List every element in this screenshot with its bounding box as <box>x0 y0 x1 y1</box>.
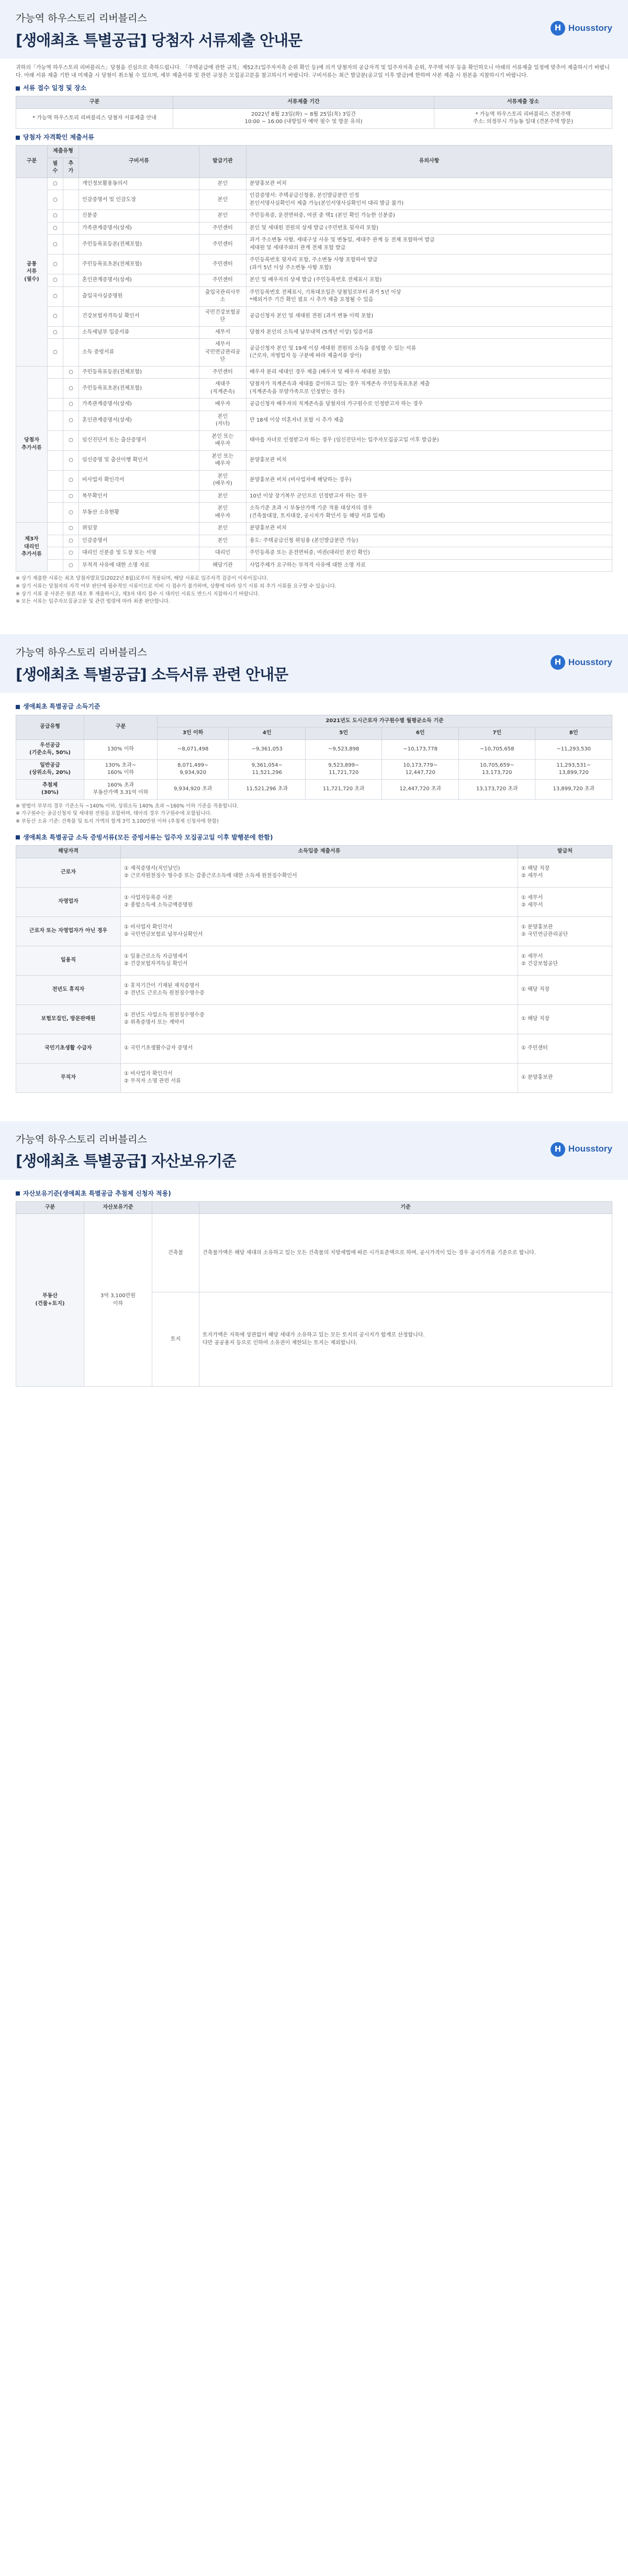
extra-mark: ○ <box>63 430 79 450</box>
supply-type: 일반공급 (상위소득, 20%) <box>16 759 84 779</box>
doc-name: 신분증 <box>79 210 199 223</box>
doc-note: 공급신청자 배우자의 직계존속을 당첨자의 가구원수로 인정받고자 하는 경우 <box>246 399 612 411</box>
section-header <box>0 0 628 59</box>
extra-mark: ○ <box>63 399 79 411</box>
qualification: 근로자 또는 자영업자가 아닌 경우 <box>16 916 121 946</box>
income-value: 11,721,720 초과 <box>305 779 382 799</box>
proof-docs: ① 비사업자 확인각서 ② 무직자 소명 관련 서류 <box>121 1063 518 1092</box>
proof-issuer: ① 분양홍보관 ② 국민연금관리공단 <box>518 916 612 946</box>
required-mark: ○ <box>48 235 63 255</box>
required-mark <box>48 559 63 572</box>
doc-issuer: 본인 (배우자) <box>199 470 246 490</box>
member-count-header: 5인 <box>305 727 382 740</box>
qualification: 자영업자 <box>16 887 121 916</box>
doc-issuer: 출입국관리사무소 <box>199 286 246 306</box>
table-row <box>16 1034 612 1063</box>
doc-issuer: 주민센터 <box>199 222 246 235</box>
doc-note: 과거 주소변동 사항, 세대구성 사유 및 변동일, 세대주 관계 등 전체 포함하여 발급 세대원 및 세대주와의 관계 전체 포함 발급 <box>246 235 612 255</box>
extra-mark: ○ <box>63 366 79 379</box>
member-count-header: 7인 <box>458 727 535 740</box>
doc-issuer: 본인 (자녀) <box>199 411 246 430</box>
asset-table <box>16 1201 612 1387</box>
doc-issuer: 세무서 국민연금관리공단 <box>199 339 246 367</box>
proof-docs: ① 휴직기간이 기재된 재직증명서 ② 전년도 근로소득 원천징수영수증 <box>121 975 518 1004</box>
doc-note: 본인 및 배우자의 상세 발급 (주민등록번호 전체표시 포함) <box>246 274 612 287</box>
table-header: 구분 <box>84 715 158 739</box>
extra-mark: ○ <box>63 535 79 547</box>
table-row <box>16 450 612 470</box>
proof-docs: ① 국민기초생활수급자 증명서 <box>121 1034 518 1063</box>
doc-name: 부동산 소유현황 <box>79 503 199 523</box>
doc-note: 분양홍보관 비치 (비사업자에 해당하는 경우) <box>246 470 612 490</box>
table-row <box>16 255 612 274</box>
logo-text: Housstory <box>568 1144 612 1154</box>
table-row <box>16 411 612 430</box>
doc-note: 주민등록증 또는 운전면허증, 여권(대리인 본인 확인) <box>246 547 612 560</box>
extra-mark <box>63 255 79 274</box>
section-header <box>0 634 628 693</box>
doc-issuer: 주민센터 <box>199 235 246 255</box>
table-header: 추가 <box>63 158 79 178</box>
table-row <box>16 739 612 759</box>
doc-issuer: 주민센터 <box>199 366 246 379</box>
supply-type: 우선공급 (기준소득, 50%) <box>16 739 84 759</box>
proof-issuer: ① 해당 직장 <box>518 975 612 1004</box>
income-value: ~10,705,658 <box>458 739 535 759</box>
proof-table <box>16 845 612 1093</box>
required-mark <box>48 411 63 430</box>
doc-name: 임신진단서 또는 출산증명서 <box>79 430 199 450</box>
proof-docs: ① 사업자등록증 사본 ② 종합소득세 소득금액증명원 <box>121 887 518 916</box>
extra-mark: ○ <box>63 411 79 430</box>
heading-income <box>16 702 612 711</box>
table-row <box>16 1004 612 1034</box>
proof-issuer: ① 주민센터 <box>518 1034 612 1063</box>
extra-mark: ○ <box>63 503 79 523</box>
member-count-header: 4인 <box>229 727 306 740</box>
member-count-header: 8인 <box>535 727 612 740</box>
heading-proof <box>16 833 612 842</box>
doc-note: 분양홍보관 비치 <box>246 178 612 190</box>
doc-issuer: 본인 배우자 <box>199 503 246 523</box>
extra-mark: ○ <box>63 490 79 503</box>
doc-name: 주민등록표초본(전체포함) <box>79 255 199 274</box>
income-value: 11,521,296 초과 <box>229 779 306 799</box>
income-value: ~8,071,498 <box>158 739 229 759</box>
table-cell: 건축물 <box>152 1214 199 1292</box>
doc-note: 당첨자가 직계존속과 세대를 같이하고 있는 경우 직계존속 주민등록표초본 제출 (직계존속을 부양가족으로 인정받는 경우) <box>246 379 612 399</box>
extra-mark <box>63 222 79 235</box>
extra-mark <box>63 286 79 306</box>
required-mark: ○ <box>48 326 63 339</box>
doc-name: 복무확인서 <box>79 490 199 503</box>
table-row <box>16 178 612 190</box>
proof-issuer: ① 세무서 ② 세무서 <box>518 887 612 916</box>
extra-mark <box>63 235 79 255</box>
brand-logo <box>551 1142 612 1157</box>
table-header: 구분 <box>16 146 48 178</box>
required-mark: ○ <box>48 339 63 367</box>
table-row <box>16 274 612 287</box>
docs-table <box>16 145 612 572</box>
doc-issuer: 대리인 <box>199 547 246 560</box>
brand-logo <box>551 21 612 36</box>
qualification: 무직자 <box>16 1063 121 1092</box>
income-value: 9,361,054~ 11,521,296 <box>229 759 306 779</box>
section-title: [생애최초 특별공급] 소득서류 관련 안내문 <box>16 665 288 683</box>
bullet-square-icon <box>16 835 20 839</box>
doc-issuer: 배우자 <box>199 399 246 411</box>
doc-name: 가족관계증명서(상세) <box>79 399 199 411</box>
doc-name: 부적격 사유에 대한 소명 자료 <box>79 559 199 572</box>
income-value: 8,071,499~ 9,934,920 <box>158 759 229 779</box>
extra-mark <box>63 339 79 367</box>
doc-issuer: 세무서 <box>199 326 246 339</box>
doc-issuer: 본인 <box>199 523 246 535</box>
doc-name: 위임장 <box>79 523 199 535</box>
required-mark <box>48 366 63 379</box>
doc-note: 주민등록번호 전체표시, 기록대조일은 당첨일로부터 과거 5년 이상 *해외거주 기간 확인 필요 시 추가 제출 요청될 수 있음 <box>246 286 612 306</box>
doc-issuer: 본인 <box>199 190 246 210</box>
intro-paragraph: 귀하의「가능역 하우스토리 리버블리스」당첨을 진심으로 축하드립니다. 「주택공급에 관한 규칙」제52조(입주자저축 순위 확인 등)에 의거 당첨자의 공급자격 및 입주자저축 순위, 무주택 여부 등을 확인하오니 아래의 서류제출 일정에 맞추어 제출하시기 바랍니다. 아래 서류 제출 기한 내 미제출 시 당첨이 취소될 수 있으며, 세부 제출서류 및 관련 규정은 모집공고문을 참고하시기 바랍니다. 구비서류는 최근 발급분(공고일 이후 발급)에 한하며 사본 제출 시 원본을 지참하시기 바랍니다. <box>16 65 610 79</box>
table-cell: * 가능역 하우스토리 리버블리스 당첨자 서류제출 안내 <box>16 108 173 128</box>
heading-docs <box>16 133 612 142</box>
doc-name: 혼인관계증명서(상세) <box>79 274 199 287</box>
income-value: ~10,173,778 <box>382 739 459 759</box>
income-table <box>16 715 612 800</box>
section-subtitle: 가능역 하우스토리 리버블리스 <box>16 647 147 659</box>
table-header: 필수 <box>48 158 63 178</box>
table-row <box>16 235 612 255</box>
table-row <box>16 430 612 450</box>
doc-name: 비사업자 확인각서 <box>79 470 199 490</box>
income-range: 130% 이하 <box>84 739 158 759</box>
extra-mark: ○ <box>63 379 79 399</box>
income-value: 12,447,720 초과 <box>382 779 459 799</box>
table-row <box>16 326 612 339</box>
required-mark <box>48 430 63 450</box>
extra-mark: ○ <box>63 450 79 470</box>
proof-docs: ① 일용근로소득 지급명세서 ② 건강보험자격득실 확인서 <box>121 946 518 975</box>
income-value: 9,523,899~ 11,721,720 <box>305 759 382 779</box>
section-title: [생애최초 특별공급] 당첨자 서류제출 안내문 <box>16 31 302 49</box>
table-row <box>16 535 612 547</box>
proof-issuer: ① 분양홍보관 <box>518 1063 612 1092</box>
asset-limit: 3억 3,100만원 이하 <box>84 1214 152 1387</box>
proof-issuer: ① 세무서 ② 건강보험공단 <box>518 946 612 975</box>
table-cell: 건축물가액은 해당 세대의 소유하고 있는 모든 건축물의 지방세법에 따른 시가표준액으로 하며, 공시가격이 있는 경우 공시가격을 기준으로 합니다. <box>199 1214 612 1292</box>
extra-mark <box>63 178 79 190</box>
required-mark: ○ <box>48 274 63 287</box>
proof-docs: ① 비사업자 확인각서 ② 국민연금보험료 납부사실확인서 <box>121 916 518 946</box>
income-value: 13,899,720 초과 <box>535 779 612 799</box>
table-row <box>16 470 612 490</box>
logo-mark-icon: H <box>551 1142 565 1157</box>
required-mark: ○ <box>48 178 63 190</box>
table-row <box>16 559 612 572</box>
required-mark <box>48 503 63 523</box>
table-row <box>16 210 612 223</box>
docs-group-label: 당첨자 추가서류 <box>16 366 48 523</box>
doc-issuer: 세대주 (직계존속) <box>199 379 246 399</box>
bullet-square-icon <box>16 136 20 140</box>
section-subtitle: 가능역 하우스토리 리버블리스 <box>16 13 147 24</box>
doc-name: 가족관계증명서(상세) <box>79 222 199 235</box>
extra-mark <box>63 326 79 339</box>
doc-note: 10년 이상 장기복무 군인으로 인정받고자 하는 경우 <box>246 490 612 503</box>
doc-note: 소득기준 초과 시 부동산가액 기준 적용 대상자의 경우 (건축물대장, 토지대장, 공시지가 확인서 등 해당 서류 일체) <box>246 503 612 523</box>
table-row <box>16 490 612 503</box>
table-row <box>16 946 612 975</box>
table-header <box>152 1201 199 1214</box>
doc-issuer: 본인 또는 배우자 <box>199 430 246 450</box>
doc-note: 분양홍보관 비치 <box>246 523 612 535</box>
heading-asset <box>16 1189 612 1198</box>
proof-issuer: ① 해당 직장 ② 세무서 <box>518 858 612 887</box>
income-value: ~9,361,053 <box>229 739 306 759</box>
heading-text: 생애최초 특별공급 소득기준 <box>23 703 100 711</box>
required-mark <box>48 547 63 560</box>
extra-mark <box>63 190 79 210</box>
table-header: 서류제출 장소 <box>434 96 612 109</box>
required-mark <box>48 450 63 470</box>
income-value: 11,293,531~ 13,899,720 <box>535 759 612 779</box>
proof-docs: ① 전년도 사업소득 원천징수영수증 ② 위촉증명서 또는 계약서 <box>121 1004 518 1034</box>
qualification: 전년도 휴직자 <box>16 975 121 1004</box>
bullet-square-icon <box>16 705 20 709</box>
doc-issuer: 해당기관 <box>199 559 246 572</box>
schedule-table <box>16 96 612 129</box>
doc-name: 임신증명 및 출산이행 확인서 <box>79 450 199 470</box>
table-header: 기준 <box>199 1201 612 1214</box>
section-asset-criteria <box>0 1121 628 1395</box>
doc-note: 태아를 자녀로 인정받고자 하는 경우 (임신진단서는 입주자모집공고일 이후 발급분) <box>246 430 612 450</box>
docs-notes: ※ 상기 제출한 서류는 최초 당첨자발표일(2022년 8월)로부터 적용되며, 해당 서류로 입주자격 검증이 이루어집니다. ※ 상기 서류는 당첨자의 자격 여부 판단에 필수적인 서류이므로 미비 시 접수가 불가하며, 상황에 따라 상기 서류 외 추가 서류를 요구할 수 있습니다. ※ 상기 서류 중 사본은 원본 대조 후 제출하시고, 제3자 대리 접수 시 대리인 서류도 반드시 지참하시기 바랍니다. ※ 모든 서류는 입주자모집공고문 및 관련 법령에 따라 최종 판단합니다. <box>16 576 337 605</box>
income-value: 10,705,659~ 13,173,720 <box>458 759 535 779</box>
extra-mark <box>63 306 79 326</box>
doc-name: 인감증명서 <box>79 535 199 547</box>
table-header: 서류제출 기간 <box>173 96 434 109</box>
extra-mark: ○ <box>63 470 79 490</box>
table-cell: 토지가액은 지목에 상관없이 해당 세대가 소유하고 있는 모든 토지의 공시지가 합계로 산정합니다. 다만 공공용지 등으로 인하여 소유권이 제한되는 토지는 제외합니다. <box>199 1292 612 1387</box>
member-count-header: 6인 <box>382 727 459 740</box>
doc-issuer: 주민센터 <box>199 274 246 287</box>
doc-note: 본인 및 세대원 전원의 상세 발급 (주민번호 뒷자리 포함) <box>246 222 612 235</box>
doc-note: 배우자 분리 세대인 경우 제출 (배우자 및 배우자 세대원 포함) <box>246 366 612 379</box>
table-row <box>16 222 612 235</box>
doc-name: 인감증명서 및 인감도장 <box>79 190 199 210</box>
table-cell: 토지 <box>152 1292 199 1387</box>
doc-name: 건강보험자격득실 확인서 <box>79 306 199 326</box>
doc-issuer: 국민건강보험공단 <box>199 306 246 326</box>
table-header: 자산보유기준 <box>84 1201 152 1214</box>
income-range: 160% 초과 부동산가액 3.31억 이하 <box>84 779 158 799</box>
heading-text: 서류 접수 일정 및 장소 <box>23 84 87 92</box>
income-value: ~11,293,530 <box>535 739 612 759</box>
qualification: 국민기초생활 수급자 <box>16 1034 121 1063</box>
proof-issuer: ① 해당 직장 <box>518 1004 612 1034</box>
doc-issuer: 본인 <box>199 210 246 223</box>
doc-issuer: 본인 또는 배우자 <box>199 450 246 470</box>
table-row <box>16 759 612 779</box>
table-row <box>16 339 612 367</box>
required-mark: ○ <box>48 255 63 274</box>
table-header: 구분 <box>16 96 173 109</box>
doc-name: 주민등록표등본(전체포함) <box>79 235 199 255</box>
doc-name: 주민등록표초본(전체포함) <box>79 379 199 399</box>
doc-note: 사업주체가 요구하는 부적격 사유에 대한 소명 자료 <box>246 559 612 572</box>
table-row <box>16 547 612 560</box>
table-header: 발급처 <box>518 846 612 858</box>
doc-name: 소득 증빙서류 <box>79 339 199 367</box>
required-mark: ○ <box>48 190 63 210</box>
income-value: 9,934,920 초과 <box>158 779 229 799</box>
logo-text: Housstory <box>568 23 612 33</box>
required-mark <box>48 535 63 547</box>
table-header: 구비서류 <box>79 146 199 178</box>
doc-name: 소득세납부 입증서류 <box>79 326 199 339</box>
table-row <box>16 503 612 523</box>
required-mark: ○ <box>48 210 63 223</box>
table-header: 구분 <box>16 1201 84 1214</box>
table-row <box>16 858 612 887</box>
section-document-submission <box>0 0 628 613</box>
logo-text: Housstory <box>568 657 612 667</box>
qualification: 근로자 <box>16 858 121 887</box>
extra-mark <box>63 210 79 223</box>
table-row <box>16 523 612 535</box>
doc-note: 당첨자 본인의 소득세 납부내역 (5개년 이상) 입증서류 <box>246 326 612 339</box>
table-row <box>16 190 612 210</box>
required-mark <box>48 379 63 399</box>
qualification: 보험모집인, 방문판매원 <box>16 1004 121 1034</box>
table-header: 소득입증 제출서류 <box>121 846 518 858</box>
table-cell: 2022년 8월 23일(화) ~ 8월 25일(목) 3일간 10:00 ~ 16:00 (내방일자 예약 필수 및 방문 유의) <box>173 108 434 128</box>
table-header: 제출유형 <box>48 146 79 158</box>
doc-note: 주민등록번호 뒷자리 포함, 주소변동 사항 포함하여 발급 (과거 5년 이상 주소변동 사항 포함) <box>246 255 612 274</box>
bullet-square-icon <box>16 86 20 91</box>
member-count-header: 3인 이하 <box>158 727 229 740</box>
logo-mark-icon: H <box>551 655 565 670</box>
doc-name: 혼인관계증명서(상세) <box>79 411 199 430</box>
proof-docs: ① 재직증명서(직인날인) ② 근로자원천징수 영수증 또는 갑종근로소득에 대한 소득세 원천징수확인서 <box>121 858 518 887</box>
table-row <box>16 379 612 399</box>
doc-issuer: 주민센터 <box>199 255 246 274</box>
doc-issuer: 본인 <box>199 535 246 547</box>
qualification: 일용직 <box>16 946 121 975</box>
docs-group-label: 공통 서류 (필수) <box>16 178 48 366</box>
required-mark: ○ <box>48 306 63 326</box>
section-subtitle: 가능역 하우스토리 리버블리스 <box>16 1133 147 1145</box>
doc-issuer: 본인 <box>199 490 246 503</box>
extra-mark: ○ <box>63 559 79 572</box>
logo-mark-icon: H <box>551 21 565 36</box>
table-row <box>16 286 612 306</box>
extra-mark <box>63 274 79 287</box>
required-mark: ○ <box>48 286 63 306</box>
heading-schedule <box>16 84 612 93</box>
table-row <box>16 366 612 379</box>
table-cell: * 가능역 하우스토리 리버블리스 견본주택 주소: 의정부시 가능동 일대 (견본주택 방문) <box>434 108 612 128</box>
required-mark <box>48 523 63 535</box>
required-mark <box>48 399 63 411</box>
doc-name: 대리인 신분증 및 도장 또는 서명 <box>79 547 199 560</box>
doc-note: 만 18세 이상 미혼자녀 포함 시 추가 제출 <box>246 411 612 430</box>
required-mark <box>48 490 63 503</box>
supply-type: 추첨제 (30%) <box>16 779 84 799</box>
heading-text: 생애최초 특별공급 소득 증빙서류(모든 증빙서류는 입주자 모집공고일 이후 발행분에 한함) <box>23 833 273 841</box>
brand-logo <box>551 655 612 670</box>
doc-note: 주민등록증, 운전면허증, 여권 중 택1 (본인 확인 가능한 신분증) <box>246 210 612 223</box>
table-header: 발급기관 <box>199 146 246 178</box>
doc-note: 인감증명서: 주택공급신청용, 본인발급분만 인정 본인서명사실확인서 제출 가능(본인서명사실확인서 대리 발급 불가) <box>246 190 612 210</box>
table-header: 해당자격 <box>16 846 121 858</box>
required-mark: ○ <box>48 222 63 235</box>
heading-text: 당첨자 자격확인 제출서류 <box>23 133 94 141</box>
section-income-documents <box>0 634 628 1100</box>
extra-mark: ○ <box>63 523 79 535</box>
table-row <box>16 306 612 326</box>
extra-mark: ○ <box>63 547 79 560</box>
table-header: 공급유형 <box>16 715 84 739</box>
doc-name: 개인정보활용동의서 <box>79 178 199 190</box>
section-title: [생애최초 특별공급] 자산보유기준 <box>16 1152 236 1170</box>
table-row <box>16 779 612 799</box>
income-value: 10,173,779~ 12,447,720 <box>382 759 459 779</box>
income-range: 130% 초과~ 160% 이하 <box>84 759 158 779</box>
table-header: 2021년도 도시근로자 가구원수별 월평균소득 기준 <box>158 715 612 727</box>
heading-text: 자산보유기준(생애최초 특별공급 추첨제 신청자 적용) <box>23 1189 171 1197</box>
doc-note: 분양홍보관 비치 <box>246 450 612 470</box>
income-notes: ※ 맞벌이 부부의 경우 기준소득 ~140% 이하, 상위소득 140% 초과 ~160% 이하 기준을 적용합니다. ※ 가구원수는 공급신청자 및 세대원 전원을 포함하며, 태아의 경우 가구원수에 포함됩니다. ※ 부동산 소유 기준: 건축물 및 토지 가액의 합계 3억 3,100만원 이하 (추첨제 신청자에 한함) <box>16 803 239 824</box>
income-value: 13,173,720 초과 <box>458 779 535 799</box>
bullet-square-icon <box>16 1191 20 1196</box>
doc-note: 공급신청자 본인 및 세대원 전원 (과거 변동 이력 포함) <box>246 306 612 326</box>
table-row <box>16 916 612 946</box>
table-row <box>16 399 612 411</box>
docs-group-label: 제3자 대리인 추가서류 <box>16 523 48 572</box>
doc-note: 용도: 주택공급신청 위임용 (본인발급분만 가능) <box>246 535 612 547</box>
table-row <box>16 975 612 1004</box>
doc-name: 출입국사실증명원 <box>79 286 199 306</box>
table-row <box>16 887 612 916</box>
income-value: ~9,523,898 <box>305 739 382 759</box>
section-header <box>0 1121 628 1180</box>
doc-issuer: 본인 <box>199 178 246 190</box>
doc-note: 공급신청자 본인 및 19세 이상 세대원 전원의 소득을 증빙할 수 있는 서류 (근로자, 자영업자 등 구분에 따라 제출서류 상이) <box>246 339 612 367</box>
table-row <box>16 1063 612 1092</box>
table-header: 유의사항 <box>246 146 612 178</box>
doc-name: 주민등록표등본(전체포함) <box>79 366 199 379</box>
required-mark <box>48 470 63 490</box>
asset-group: 부동산 (건물+토지) <box>16 1214 84 1387</box>
